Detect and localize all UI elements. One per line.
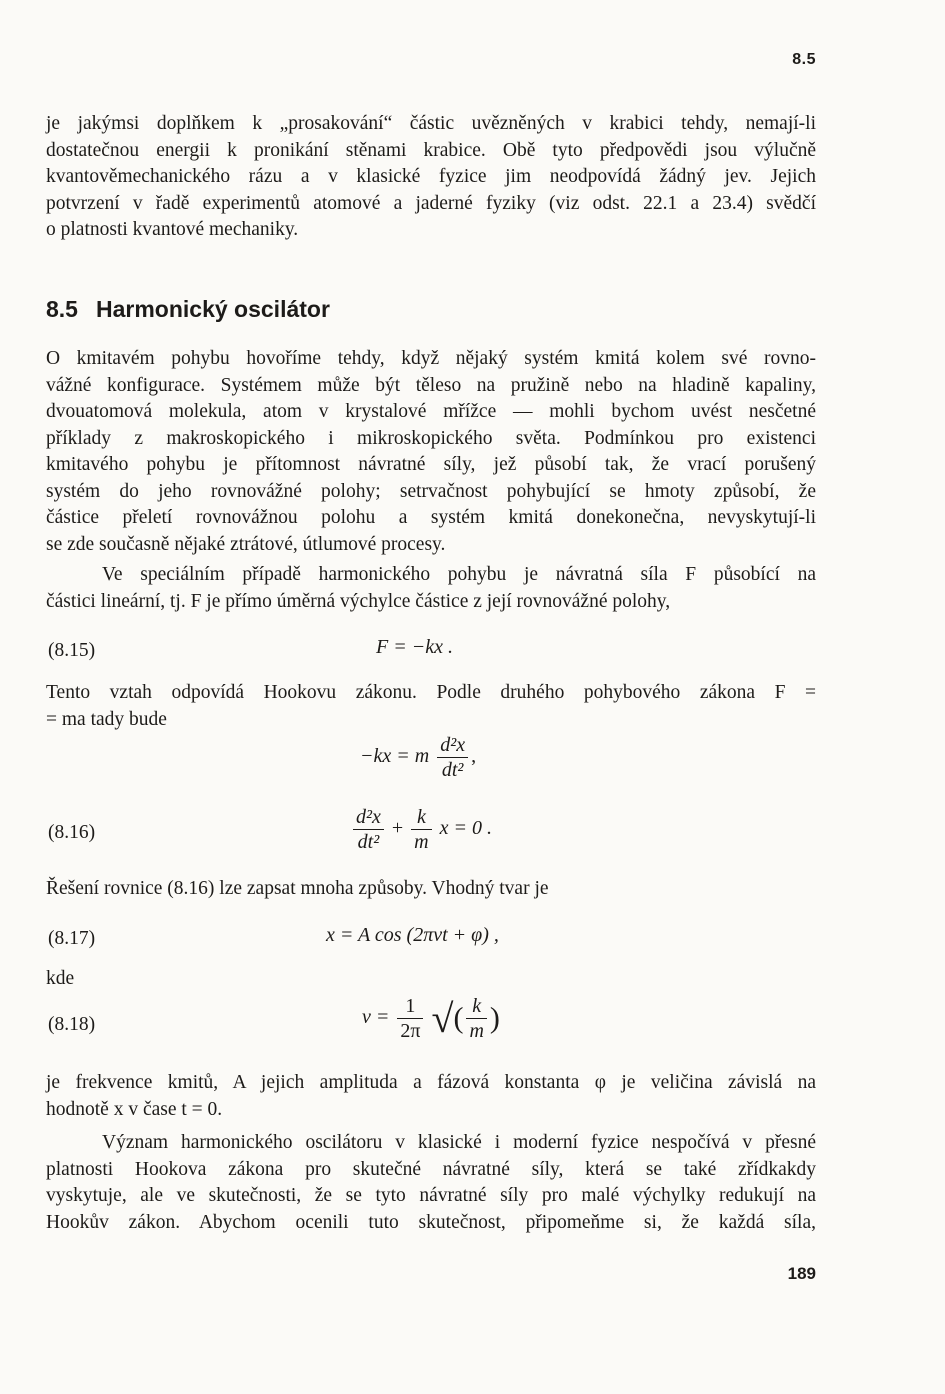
- text-line: Tento vztah odpovídá Hookovu zákonu. Podle druhého pohybového zákona F =: [46, 682, 816, 703]
- text-line: kmitavého pohybu je přítomnost návratné síly, jež působí tak, že vrací porušený: [46, 454, 816, 475]
- page-number: 189: [787, 1264, 816, 1283]
- paragraph-harmonic: [46, 562, 816, 615]
- text-line: Hookův zákon. Abychom ocenili tuto skutečnost, připomeňme si, že každá síla,: [46, 1211, 816, 1233]
- paragraph-definitions: [46, 1070, 816, 1123]
- text-line: částici lineární, tj. F je přímo úměrná výchylce částice z její rovnovážné polohy,: [46, 590, 671, 612]
- text-line: O kmitavém pohybu hovoříme tehdy, když nějaký systém kmitá kolem své rovno-: [46, 348, 816, 369]
- plus-sign: +: [391, 817, 404, 840]
- fraction: [466, 994, 486, 1043]
- paragraph-significance: [46, 1130, 816, 1236]
- book-page: [46, 0, 816, 1394]
- section-title: Harmonický oscilátor: [95, 296, 330, 322]
- running-head: 8.5: [792, 51, 816, 68]
- equation-label: (8.17): [48, 928, 96, 949]
- equation-solution: x = A cos (2πνt + φ) ,: [326, 924, 499, 946]
- paragraph-solution: [46, 876, 816, 903]
- equation-label: (8.15): [48, 640, 96, 661]
- text-line: hodnotě x v čase t = 0.: [46, 1098, 223, 1120]
- fraction-numerator: 1: [397, 994, 423, 1019]
- intro-paragraph: [46, 111, 816, 244]
- text-line: vážné konfigurace. Systémem může být těleso na pružině nebo na hladině kapaliny,: [46, 374, 816, 396]
- text-line: je frekvence kmitů, A jejich amplituda a fázová konstanta φ je veličina závislá na: [46, 1072, 816, 1093]
- fraction: [411, 805, 431, 854]
- text-line: vyskytuje, ale ve skutečnosti, že se tyto návratné síly pro malé výchylky redukují na: [46, 1185, 816, 1206]
- square-root-icon: √( $\frac{k}{m}$ ): [431, 995, 500, 1042]
- paragraph-newton: [46, 680, 816, 733]
- equation-label: (8.18): [48, 1014, 96, 1035]
- fraction-denominator: m: [414, 831, 429, 853]
- paragraph-oscillation: [46, 346, 816, 558]
- text-line: Význam harmonického oscilátoru v klasické i moderní fyzice nespočívá v přesné: [102, 1132, 816, 1153]
- text-line: je jakýmsi doplňkem k „prosakování“ částic uvězněných v krabici tehdy, nemají-li: [46, 113, 816, 134]
- text-line: potvrzení v řadě experimentů atomové a jaderné fyziky (viz odst. 22.1 a 23.4) svědčí: [46, 192, 816, 214]
- fraction: [353, 805, 384, 854]
- equation-lhs: ν =: [362, 1006, 390, 1029]
- text-line: kvantověmechanického rázu a v klasické fyzice jim neodpovídá žádný jev. Jejich: [46, 166, 816, 187]
- fraction-denominator: m: [469, 1020, 484, 1042]
- text-line: dvouatomová molekula, atom v krystalové mřížce — mohli bychom uvést nesčetné: [46, 401, 816, 422]
- text-line: systém do jeho rovnovážné polohy; setrvačnost pohybující se hmoty způsobí, že: [46, 480, 816, 502]
- fraction-numerator: d²x: [437, 733, 468, 758]
- text-kde: kde: [46, 968, 75, 989]
- text-line: částice přeletí rovnovážnou polohu a systém kmitá donekonečna, nevyskytují-li: [46, 507, 816, 528]
- fraction-numerator: k: [466, 994, 486, 1019]
- fraction-denominator: dt²: [441, 759, 464, 781]
- text-line: Ve speciálním případě harmonického pohybu je návratná síla F působící na: [102, 564, 816, 585]
- fraction-denominator: 2π: [400, 1020, 421, 1042]
- equation-tail: ,: [471, 745, 477, 768]
- equation-tail: x = 0 .: [439, 817, 492, 840]
- equation-newton: [360, 733, 476, 782]
- text-line: příklady z makroskopického i mikroskopického světa. Podmínkou pro existenci: [46, 427, 816, 449]
- equation-hooke: F = −kx .: [376, 636, 453, 658]
- section-heading: [46, 296, 330, 323]
- text-line: platnosti Hookova zákona pro skutečné návratné síly, která se také zřídkakdy: [46, 1158, 816, 1180]
- fraction-numerator: k: [411, 805, 431, 830]
- text-line: se zde současně nějaké ztrátové, útlumové procesy.: [46, 533, 446, 555]
- equation-label: (8.16): [48, 822, 96, 843]
- text-line: o platnosti kvantové mechaniky.: [46, 219, 299, 240]
- fraction-numerator: d²x: [353, 805, 384, 830]
- fraction: [437, 733, 468, 782]
- fraction: [397, 994, 423, 1043]
- text-line: Řešení rovnice (8.16) lze zapsat mnoha způsoby. Vhodný tvar je: [46, 878, 549, 899]
- text-line: dostatečnou energii k pronikání stěnami krabice. Obě tyto předpovědi jsou výlučně: [46, 139, 816, 161]
- equation-oscillator: [350, 805, 492, 854]
- equation-lhs: −kx = m: [360, 745, 430, 768]
- text-line: = ma tady bude: [46, 708, 167, 730]
- section-number: 8.5: [46, 296, 78, 322]
- fraction-denominator: dt²: [357, 831, 380, 853]
- equation-frequency: [362, 994, 500, 1043]
